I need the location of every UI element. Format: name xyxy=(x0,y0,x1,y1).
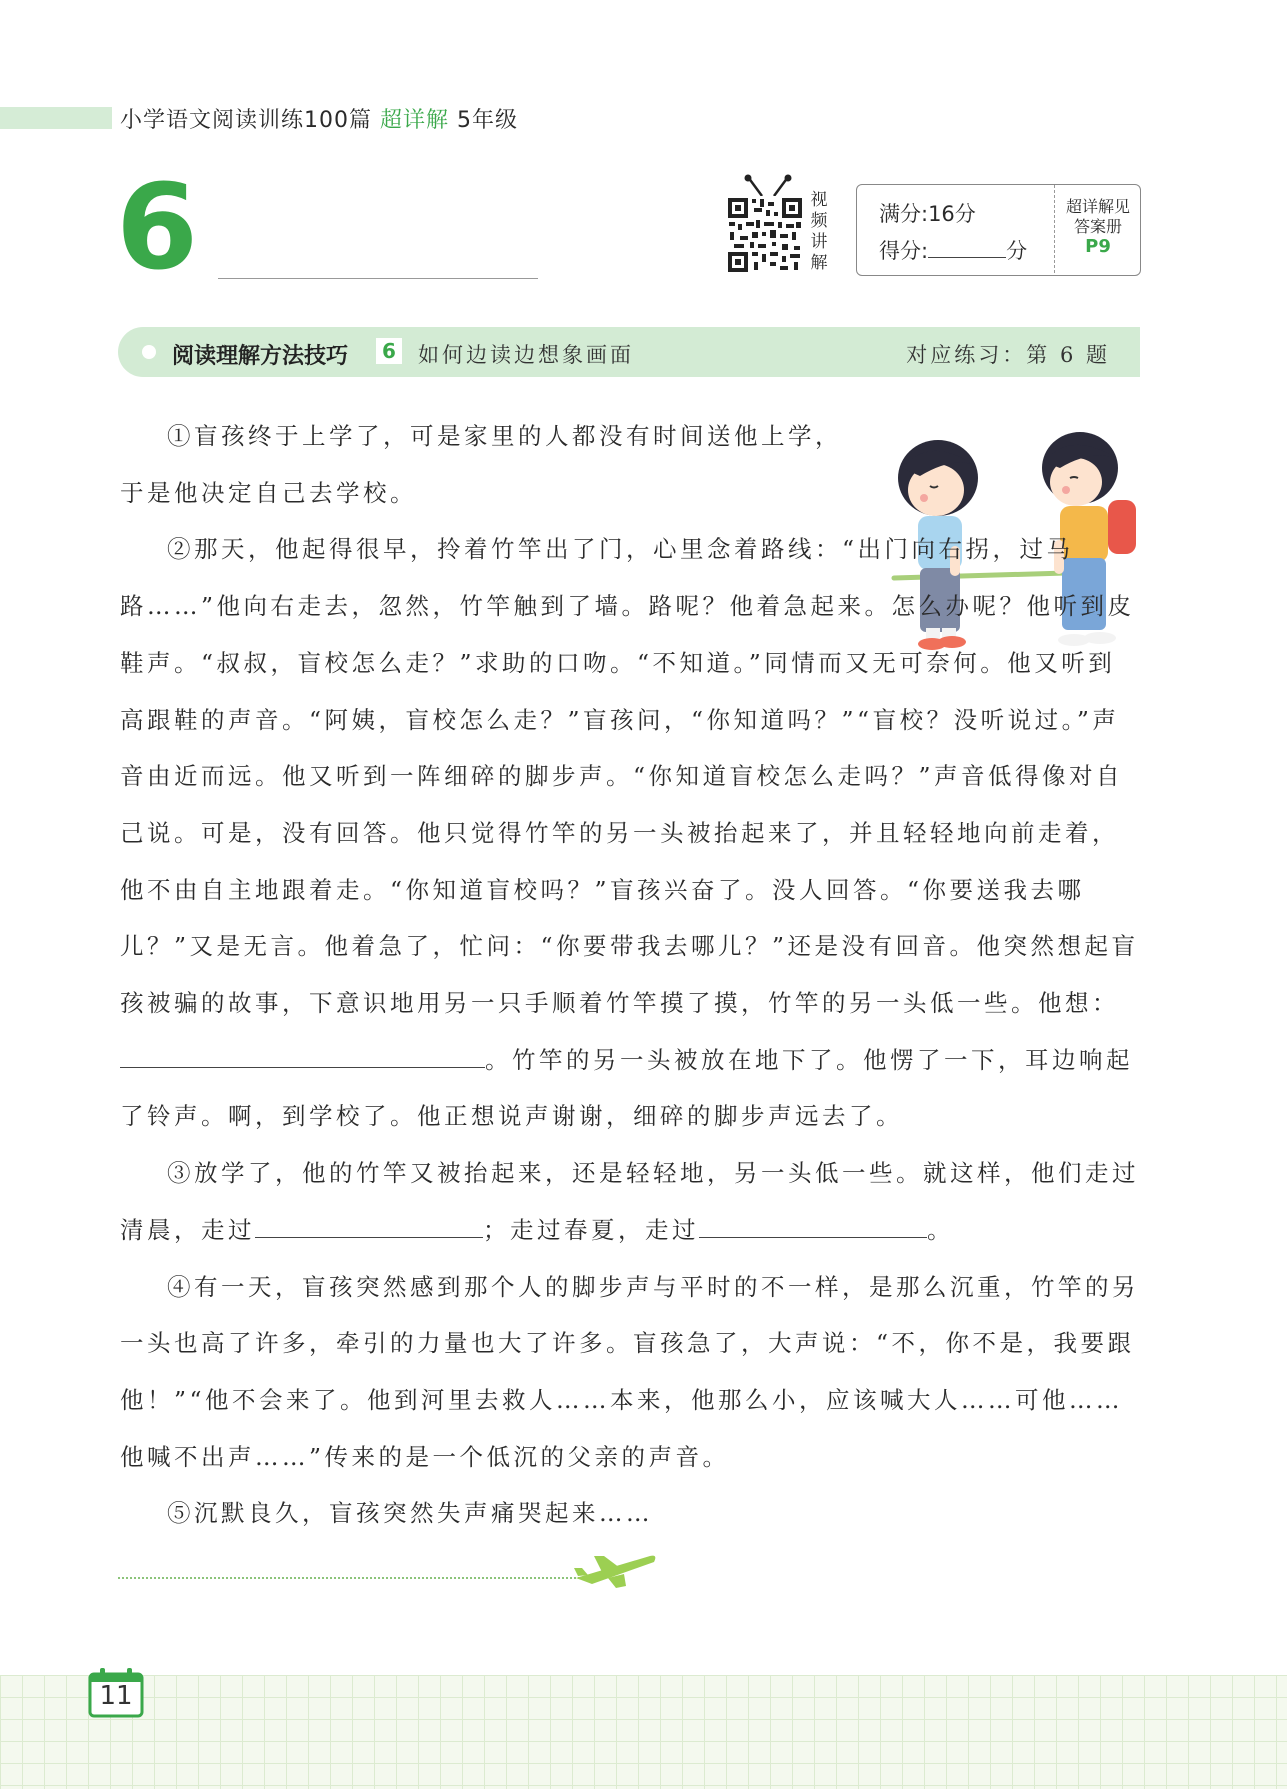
airplane-icon xyxy=(572,1548,658,1588)
full-score: 满分:16分 xyxy=(879,202,976,226)
bullet-dot-icon xyxy=(142,345,156,359)
footer-grid xyxy=(0,1675,1287,1789)
lesson-title-blank xyxy=(218,278,538,279)
edition-label: 超详解 xyxy=(380,108,450,133)
header-strip xyxy=(0,107,112,129)
answer-blank-2[interactable] xyxy=(255,1215,483,1238)
grade-label: 5年级 xyxy=(457,108,519,133)
running-head xyxy=(120,103,518,134)
answer-blank-3[interactable] xyxy=(699,1215,927,1238)
page-number: 11 xyxy=(99,1681,133,1711)
paragraph-3: ③放学了，他的竹竿又被抬起来，还是轻轻地，另一头低一些。就这样，他们走过清晨，走过 ；走过春夏，走过 。 xyxy=(120,1159,1139,1244)
qr-code-icon[interactable] xyxy=(726,196,804,274)
score-box xyxy=(856,184,1141,276)
technique-title: 阅读理解方法技巧 xyxy=(172,344,349,369)
score-obtained: 得分: 分 xyxy=(879,239,1028,263)
paragraph-4: ④有一天，盲孩突然感到那个人的脚步声与平时的不一样，是那么沉重，竹竿的另一头也高了许多，牵引的力量也大了许多。盲孩急了，大声说：“不，你不是，我要跟他！”“他不会来了。他到河里去救人……本来，他那么小，应该喊大人……可他……他喊不出声……”传来的是一个低沉的父亲的声音。 xyxy=(120,1272,1139,1471)
score-blank[interactable] xyxy=(928,239,1006,258)
technique-banner xyxy=(118,327,1140,377)
technique-topic: 如何边读边想象画面 xyxy=(418,343,634,367)
qr-label: 视 频 讲 解 xyxy=(810,190,828,273)
technique-number: 6 xyxy=(376,338,402,364)
technique-practice: 对应练习：第 6 题 xyxy=(906,343,1110,367)
paragraph-1: ①盲孩终于上学了，可是家里的人都没有时间送他上学，于是他决定自己去学校。 xyxy=(120,422,842,507)
reading-passage xyxy=(120,408,1140,1542)
paragraph-2: ②那天，他起得很早，拎着竹竿出了门，心里念着路线：“出门向右拐，过马路……”他向右走去，忽然，竹竿触到了墙。路呢？他着急起来。怎么办呢？他听到皮鞋声。“叔叔，盲校怎么走？”求助的口吻。“不知道。”同情而又无可奈何。他又听到高跟鞋的声音。“阿姨，盲校怎么走？”盲孩问，“你知道吗？”“盲校？没听说过。”声音由近而远。他又听到一阵细碎的脚步声。“你知道盲校怎么走吗？”声音低得像对自己说。可是，没有回答。他只觉得竹竿的另一头被抬起来了，并且轻轻地向前走着，他不由自主地跟着走。“你知道盲校吗？”盲孩兴奋了。没人回答。“你要送我去哪儿？”又是无言。他着急了，忙问：“你要带我去哪儿？”还是没有回音。他突然想起盲孩被骗的故事，下意识地用另一只手顺着竹竿摸了摸，竹竿的另一头低一些。他想：。竹竿的另一头被放在地下了。他愣了一下，耳边响起了铃声。啊，到学校了。他正想说声谢谢，细碎的脚步声远去了。 xyxy=(120,535,1139,1131)
qr-antenna-icon xyxy=(738,174,798,198)
reference-page: P9 xyxy=(1085,236,1111,257)
lesson-number: 6 xyxy=(116,158,199,296)
answer-reference: 超详解见 答案册 P9 xyxy=(1057,197,1139,257)
dotted-divider xyxy=(118,1577,588,1579)
paragraph-5: ⑤沉默良久，盲孩突然失声痛哭起来…… xyxy=(167,1499,653,1528)
book-title: 小学语文阅读训练100篇 xyxy=(120,108,372,133)
score-divider xyxy=(1054,185,1055,273)
page-number-badge xyxy=(88,1668,144,1718)
answer-blank-1[interactable] xyxy=(120,1045,485,1068)
